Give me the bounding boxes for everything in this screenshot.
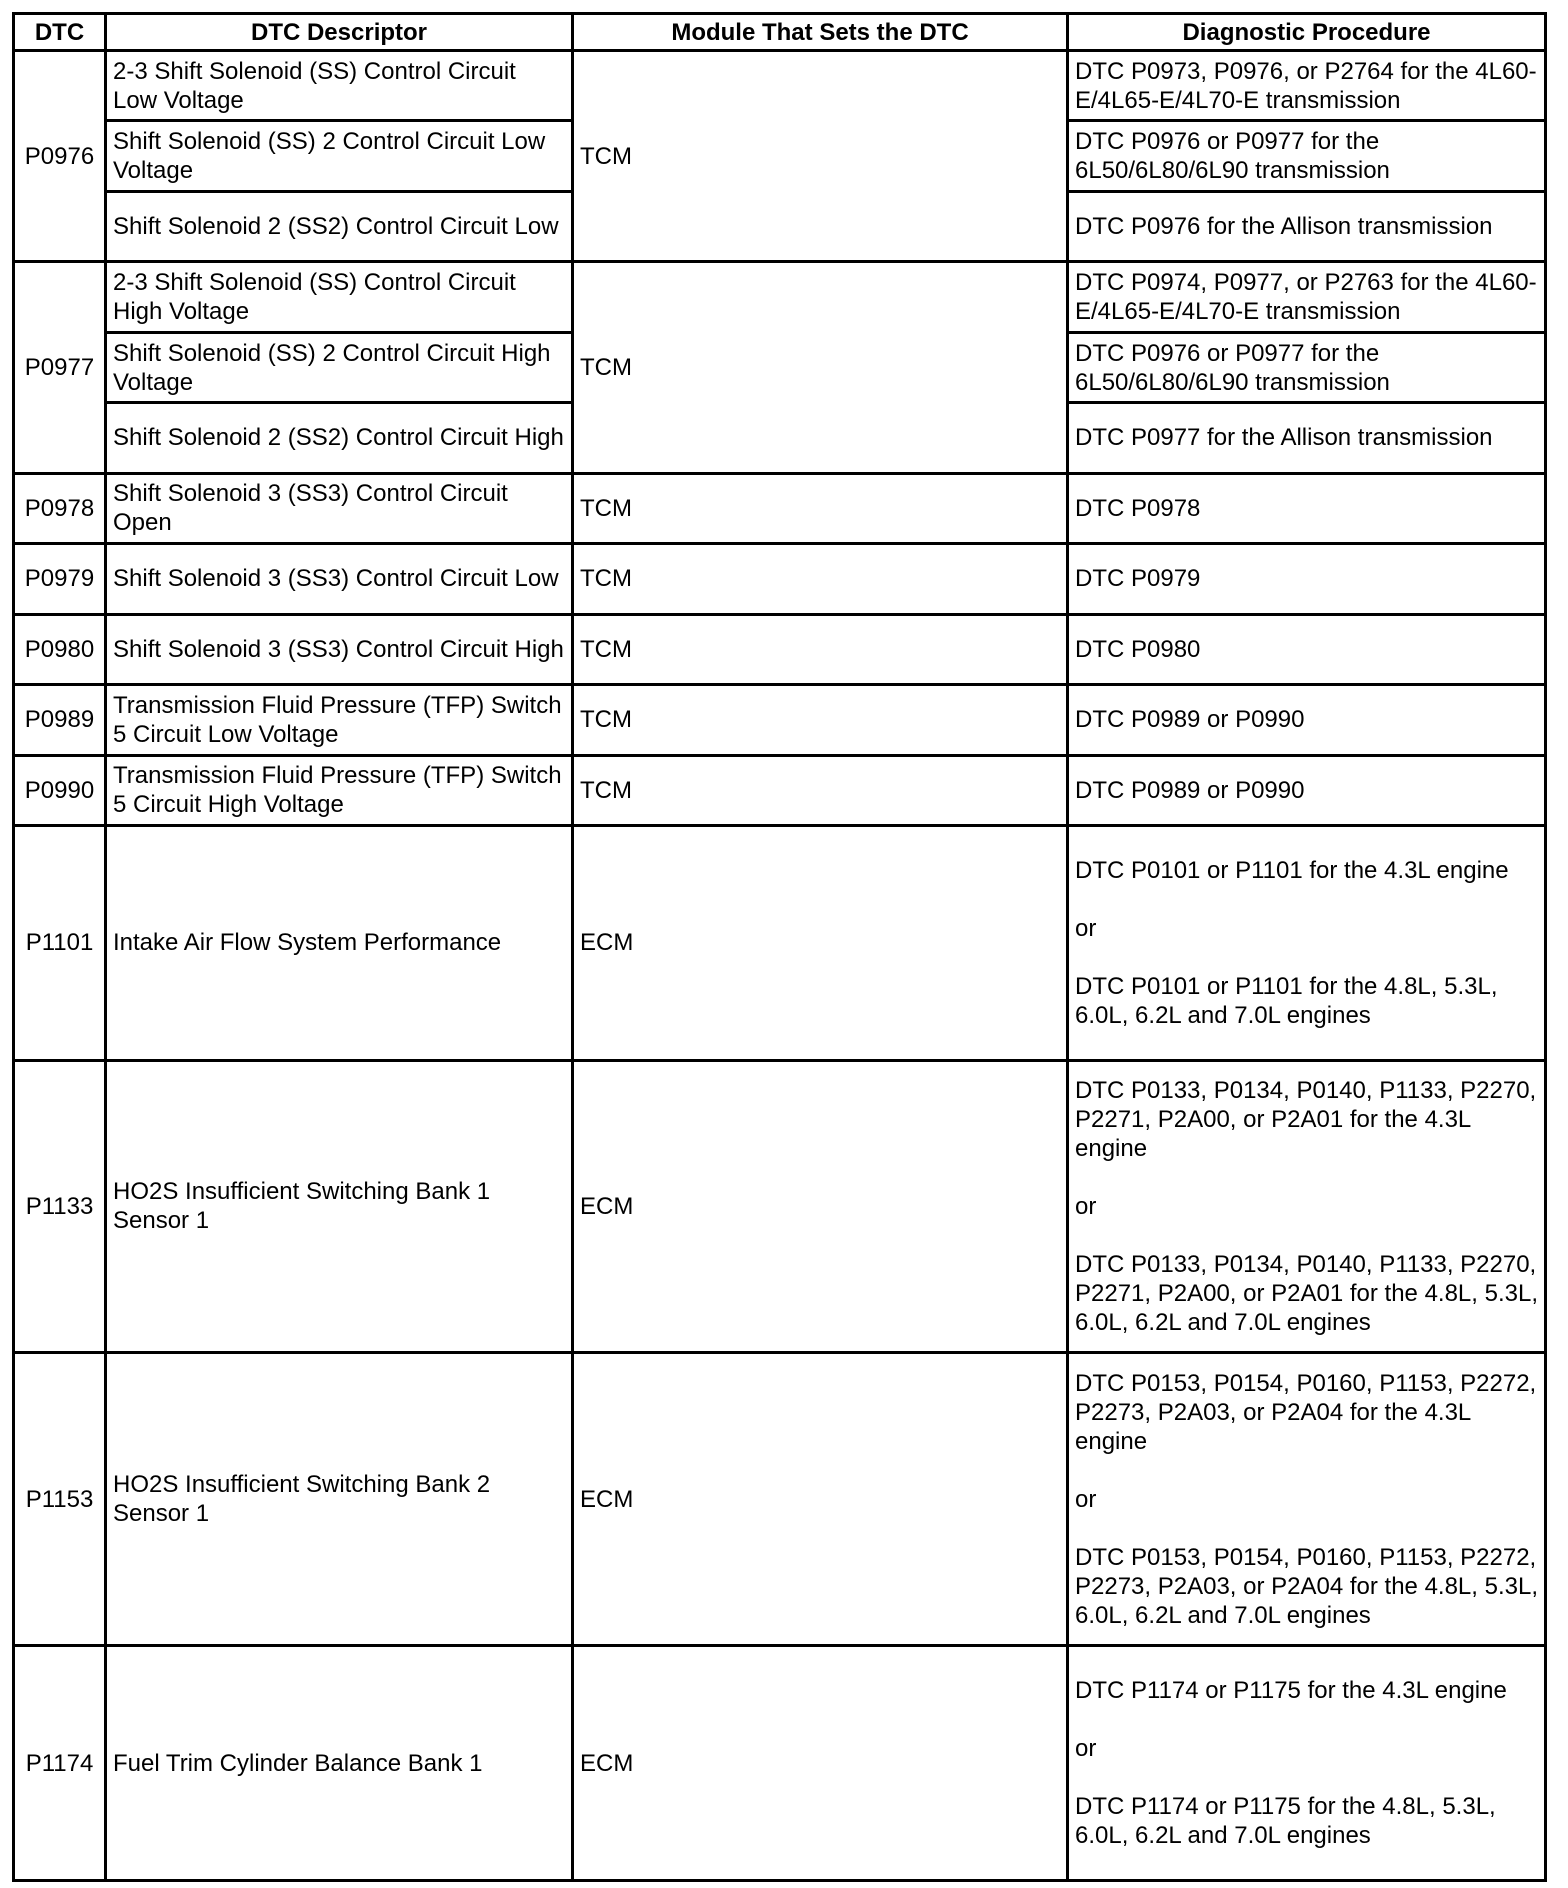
table-row [14, 685, 1546, 755]
diagnostic-procedure: DTC P0976 or P0977 for the 6L50/6L80/6L90 transmission [1068, 121, 1546, 191]
module-name: TCM [573, 614, 1068, 684]
module-name: TCM [573, 51, 1068, 262]
dtc-descriptor: Fuel Trim Cylinder Balance Bank 1 [106, 1646, 573, 1881]
table-row [14, 825, 1546, 1060]
diagnostic-procedure: DTC P0989 or P0990 [1068, 685, 1546, 755]
dtc-code: P0977 [14, 262, 106, 473]
dtc-descriptor: Transmission Fluid Pressure (TFP) Switch 5 Circuit Low Voltage [106, 685, 573, 755]
diagnostic-procedure: DTC P0101 or P1101 for the 4.3L engine or DTC P0101 or P1101 for the 4.8L, 5.3L, 6.0L, 6.2L and 7.0L engines [1068, 825, 1546, 1060]
dtc-descriptor: HO2S Insufficient Switching Bank 2 Sensor 1 [106, 1353, 573, 1646]
table-row [14, 1353, 1546, 1646]
diagnostic-procedure: DTC P0980 [1068, 614, 1546, 684]
dtc-code: P0980 [14, 614, 106, 684]
table-row [14, 614, 1546, 684]
table-row [14, 755, 1546, 825]
table-row [14, 51, 1546, 121]
dtc-code: P0990 [14, 755, 106, 825]
header-descriptor: DTC Descriptor [106, 14, 573, 51]
dtc-descriptor: Shift Solenoid (SS) 2 Control Circuit Low Voltage [106, 121, 573, 191]
dtc-descriptor: Shift Solenoid 2 (SS2) Control Circuit High [106, 403, 573, 473]
module-name: ECM [573, 825, 1068, 1060]
table-row [14, 544, 1546, 614]
dtc-code: P1153 [14, 1353, 106, 1646]
module-name: TCM [573, 262, 1068, 473]
dtc-code: P0989 [14, 685, 106, 755]
table-row [14, 262, 1546, 332]
dtc-descriptor: 2-3 Shift Solenoid (SS) Control Circuit High Voltage [106, 262, 573, 332]
dtc-code: P1174 [14, 1646, 106, 1881]
dtc-descriptor: Shift Solenoid 3 (SS3) Control Circuit Low [106, 544, 573, 614]
table-row [14, 1060, 1546, 1353]
dtc-descriptor: Transmission Fluid Pressure (TFP) Switch 5 Circuit High Voltage [106, 755, 573, 825]
diagnostic-procedure: DTC P0979 [1068, 544, 1546, 614]
dtc-descriptor: Shift Solenoid 3 (SS3) Control Circuit High [106, 614, 573, 684]
dtc-code: P0976 [14, 51, 106, 262]
diagnostic-procedure: DTC P0974, P0977, or P2763 for the 4L60-E/4L65-E/4L70-E transmission [1068, 262, 1546, 332]
module-name: TCM [573, 685, 1068, 755]
module-name: ECM [573, 1646, 1068, 1881]
header-procedure: Diagnostic Procedure [1068, 14, 1546, 51]
diagnostic-procedure: DTC P0989 or P0990 [1068, 755, 1546, 825]
module-name: TCM [573, 544, 1068, 614]
dtc-descriptor: Intake Air Flow System Performance [106, 825, 573, 1060]
header-row [14, 14, 1546, 51]
diagnostic-procedure: DTC P0978 [1068, 473, 1546, 543]
dtc-descriptor: Shift Solenoid 3 (SS3) Control Circuit Open [106, 473, 573, 543]
header-dtc: DTC [14, 14, 106, 51]
module-name: TCM [573, 755, 1068, 825]
diagnostic-procedure: DTC P0977 for the Allison transmission [1068, 403, 1546, 473]
header-module: Module That Sets the DTC [573, 14, 1068, 51]
dtc-code: P0979 [14, 544, 106, 614]
module-name: ECM [573, 1353, 1068, 1646]
diagnostic-procedure: DTC P0153, P0154, P0160, P1153, P2272, P2273, P2A03, or P2A04 for the 4.3L engine or DTC P0153, P0154, P0160, P1153, P2272, P2273, P2A03, or P2A04 for the 4.8L, 5.3L, 6.0L, 6.2L and 7.0L engines [1068, 1353, 1546, 1646]
dtc-table [12, 12, 1547, 1882]
module-name: TCM [573, 473, 1068, 543]
dtc-code: P0978 [14, 473, 106, 543]
dtc-descriptor: Shift Solenoid 2 (SS2) Control Circuit Low [106, 191, 573, 261]
dtc-descriptor: HO2S Insufficient Switching Bank 1 Sensor 1 [106, 1060, 573, 1353]
table-row [14, 1646, 1546, 1881]
table-row [14, 473, 1546, 543]
dtc-descriptor: Shift Solenoid (SS) 2 Control Circuit High Voltage [106, 332, 573, 402]
dtc-code: P1133 [14, 1060, 106, 1353]
dtc-code: P1101 [14, 825, 106, 1060]
dtc-descriptor: 2-3 Shift Solenoid (SS) Control Circuit Low Voltage [106, 51, 573, 121]
diagnostic-procedure: DTC P0976 for the Allison transmission [1068, 191, 1546, 261]
diagnostic-procedure: DTC P0973, P0976, or P2764 for the 4L60-E/4L65-E/4L70-E transmission [1068, 51, 1546, 121]
diagnostic-procedure: DTC P0133, P0134, P0140, P1133, P2270, P2271, P2A00, or P2A01 for the 4.3L engine or DTC P0133, P0134, P0140, P1133, P2270, P2271, P2A00, or P2A01 for the 4.8L, 5.3L, 6.0L, 6.2L and 7.0L engines [1068, 1060, 1546, 1353]
diagnostic-procedure: DTC P1174 or P1175 for the 4.3L engine or DTC P1174 or P1175 for the 4.8L, 5.3L, 6.0L, 6.2L and 7.0L engines [1068, 1646, 1546, 1881]
diagnostic-procedure: DTC P0976 or P0977 for the 6L50/6L80/6L90 transmission [1068, 332, 1546, 402]
module-name: ECM [573, 1060, 1068, 1353]
